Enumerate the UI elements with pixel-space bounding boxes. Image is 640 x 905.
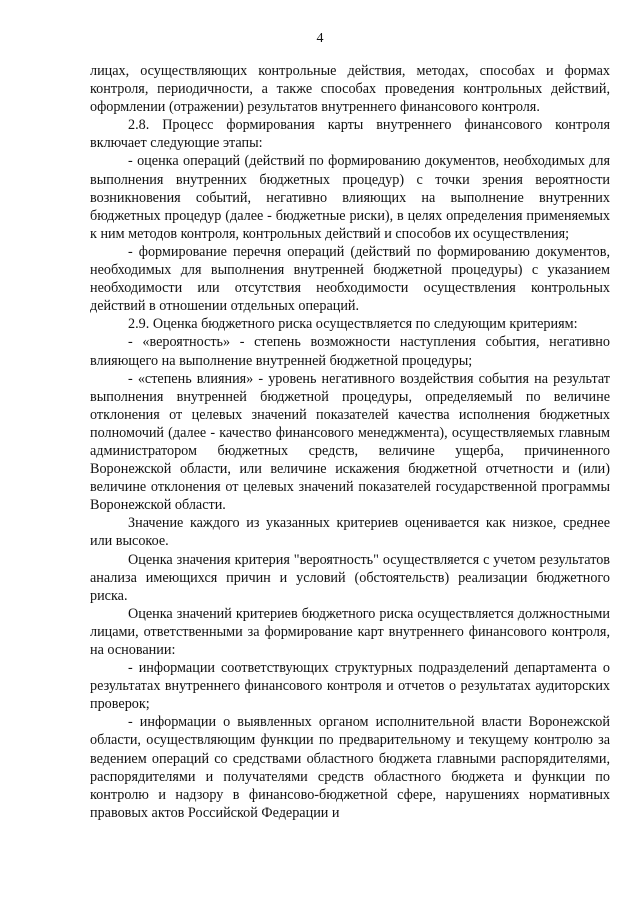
list-item-impact-degree: - «степень влияния» - уровень негативного воздействия события на результат выполнения внутренней бюджетной процедуры, определяемый по величине отклонения от целевых значений показателей качества исполнения бюджетных полномочий (далее - качество финансового менеджмента), осуществляемых главным администратором бюджетных средств, величине ущерба, причиненного Воронежской области, или величине искажения бюджетной отчетности и (или) величине отклонения от целевых значений показателей государственной программы Воронежской области. xyxy=(90,370,610,514)
list-item-authority-info: - информации о выявленных органом исполнительной власти Воронежской области, осуществляющим функции по предварительному и текущему контролю за ведением операций со средствами областного бюджета главными распорядителями, распорядителями и получателями средств областного бюджета и функции по контролю и надзору в финансово-бюджетной сфере, нарушениях нормативных правовых актов Российской Федерации и xyxy=(90,714,610,821)
paragraph-probability-evaluation: Оценка значения критерия "вероятность" осуществляется с учетом результатов анализа имеющихся причин и условий (обстоятельств) реализации бюджетного риска. xyxy=(90,551,610,604)
paragraph-2-8: 2.8. Процесс формирования карты внутреннего финансового контроля включает следующие этапы: xyxy=(90,117,610,152)
list-item-probability: - «вероятность» - степень возможности наступления события, негативно влияющего на выполнение внутренней бюджетной процедуры; xyxy=(90,334,610,369)
list-item-operations-list: - формирование перечня операций (действий по формированию документов, необходимых для выполнения внутренней бюджетной процедуры) с указанием необходимости или отсутствия необходимости осуществления контрольных действий в отношении отдельных операций. xyxy=(90,243,610,315)
paragraph-responsible-officials: Оценка значений критериев бюджетного риска осуществляется должностными лицами, ответственными за формирование карт внутреннего финансового контроля, на основании: xyxy=(90,605,610,658)
paragraph-continuation: лицах, осуществляющих контрольные действия, методах, способах и формах контроля, периодичности, а также способах проведения контрольных действий, оформлении (отражении) результатов внутреннего финансового контроля. xyxy=(90,63,610,116)
list-item-department-info: - информации соответствующих структурных подразделений департамента о результатах внутреннего финансового контроля и отчетов о результатах аудиторских проверок; xyxy=(90,660,610,713)
document-body xyxy=(90,62,610,822)
list-item-risk-assessment: - оценка операций (действий по формированию документов, необходимых для выполнения внутренних бюджетных процедур) с точки зрения вероятности возникновения событий, негативно влияющих на выполнение внутренних бюджетных процедур (далее - бюджетные риски), в целях определения применяемых к ним методов контроля, контрольных действий и способов их осуществления; xyxy=(90,153,610,242)
page-number: 4 xyxy=(316,31,324,46)
paragraph-criteria-values: Значение каждого из указанных критериев оценивается как низкое, среднее или высокое. xyxy=(90,515,610,550)
paragraph-2-9: 2.9. Оценка бюджетного риска осуществляется по следующим критериям: xyxy=(128,316,578,333)
